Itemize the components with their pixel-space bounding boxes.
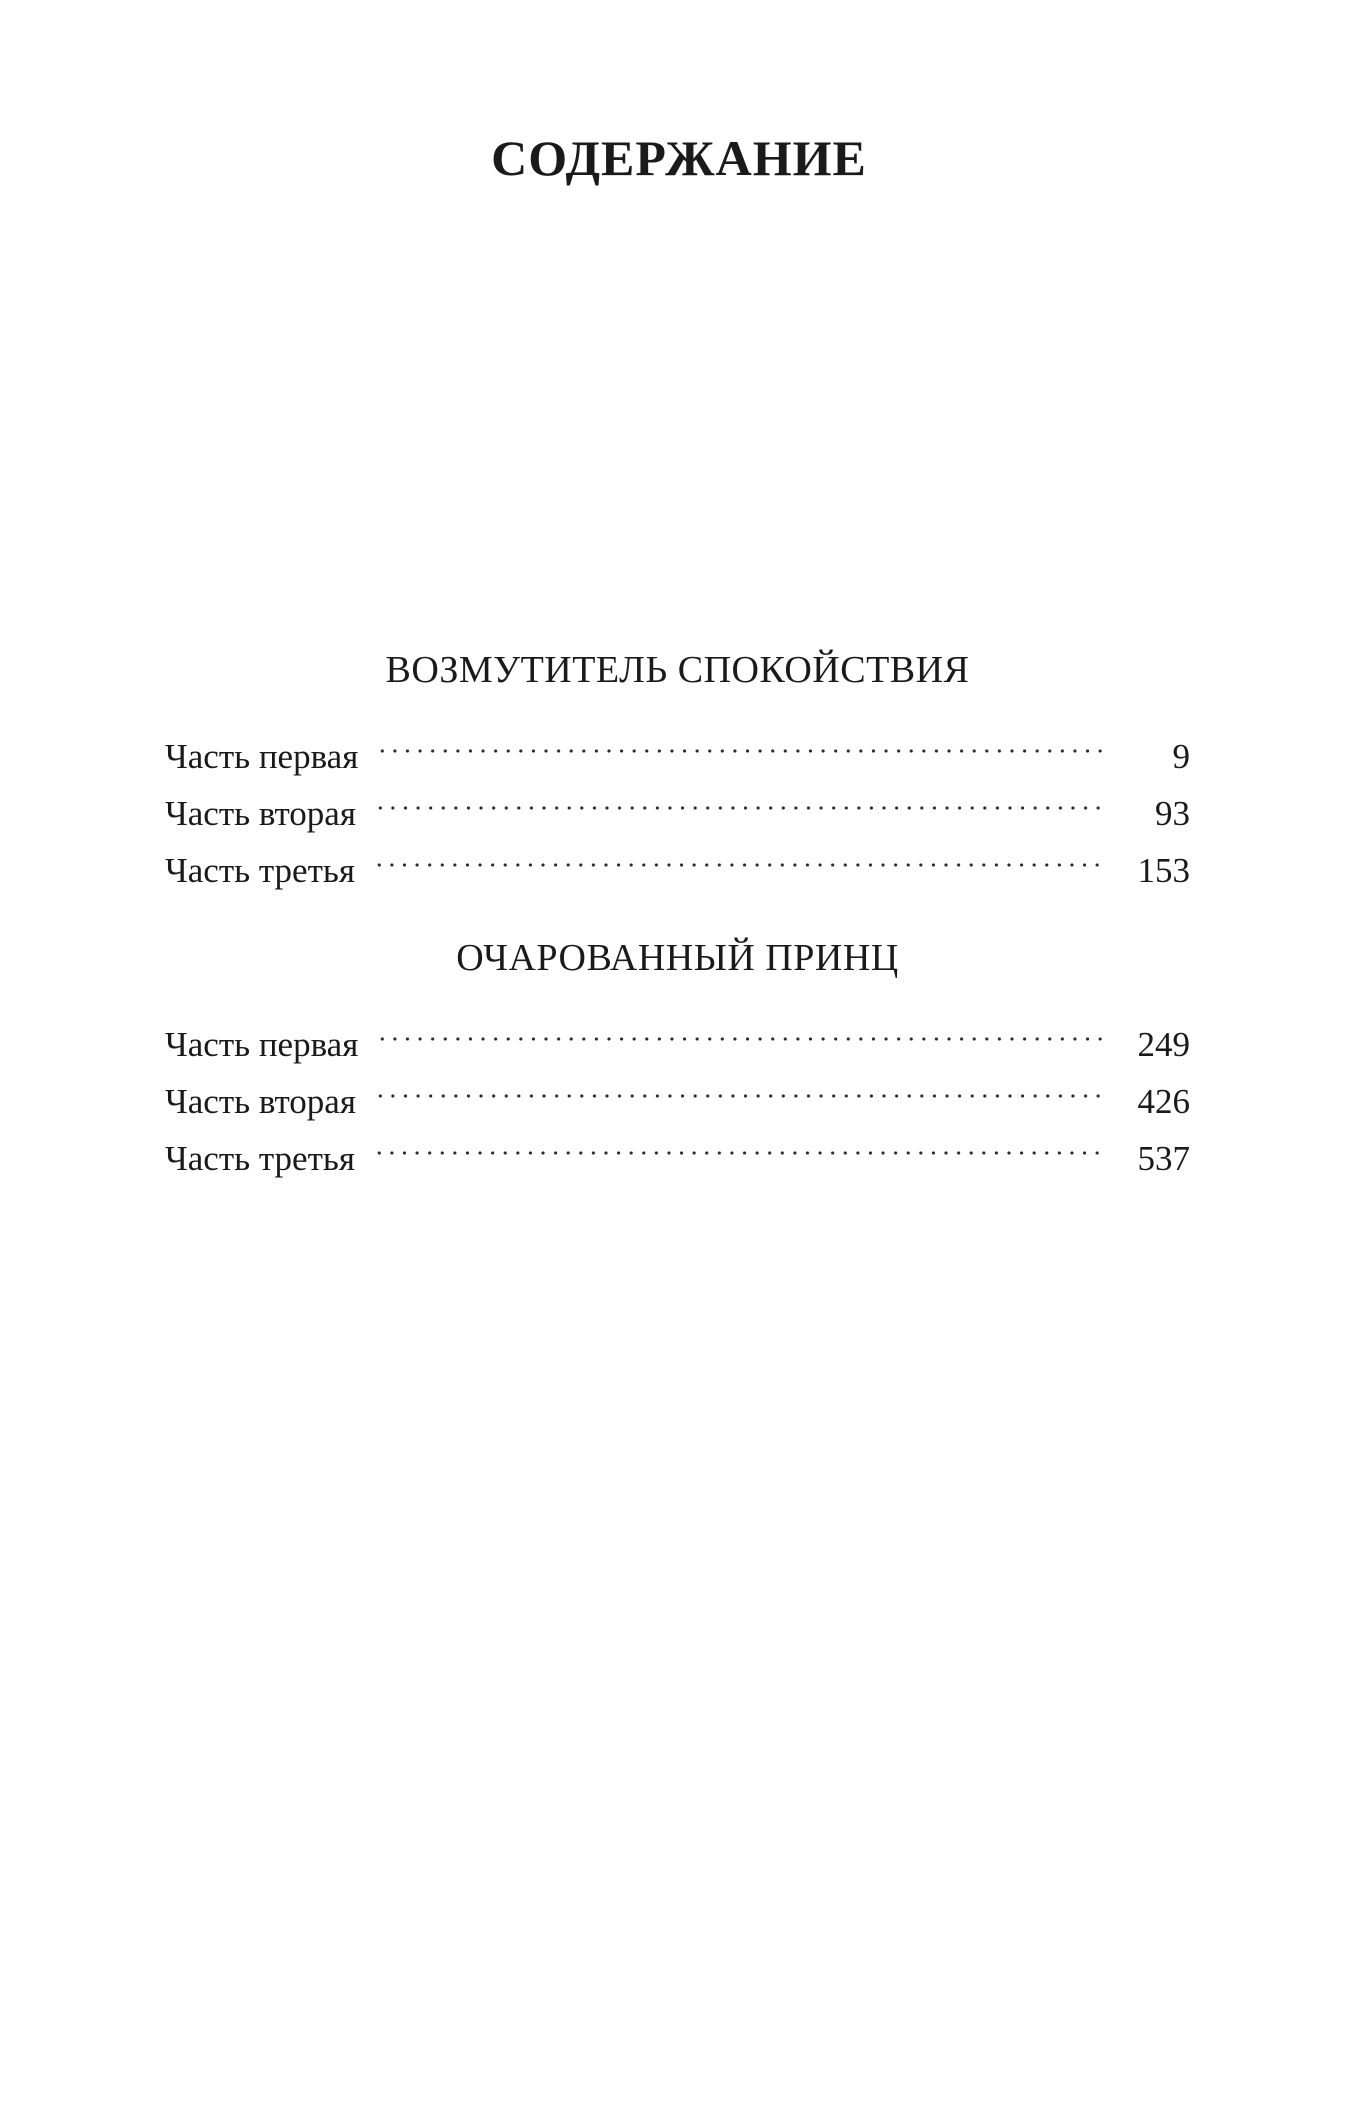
toc-entry[interactable] — [165, 999, 1190, 1064]
toc-section-ocharovanny-prints — [165, 930, 1190, 1178]
toc-entry-page-number: 9 — [1172, 737, 1190, 776]
toc-entry-page-number: 426 — [1137, 1082, 1190, 1121]
toc-section-vozmutitel — [165, 642, 1190, 890]
toc-entry-page-number: 153 — [1137, 851, 1190, 890]
dot-leader — [373, 825, 1105, 882]
toc-entry-label: Часть третья — [165, 1139, 355, 1178]
toc-entry-label: Часть вторая — [165, 794, 356, 833]
book-title: ОЧАРОВАННЫЙ ПРИНЦ — [456, 937, 899, 979]
dot-leader — [376, 999, 1105, 1056]
dot-leader — [374, 1056, 1105, 1113]
dot-leader — [373, 1113, 1105, 1170]
toc-entry-page-number: 537 — [1137, 1139, 1190, 1178]
toc-entry-page-number: 93 — [1155, 794, 1190, 833]
toc-entry-label: Часть вторая — [165, 1082, 356, 1121]
dot-leader — [376, 711, 1105, 768]
toc-entry-label: Часть третья — [165, 851, 355, 890]
toc-entry-label: Часть первая — [165, 1025, 359, 1064]
page-title: СОДЕРЖАНИЕ — [491, 130, 867, 186]
toc-entry[interactable] — [165, 711, 1190, 776]
book-title: ВОЗМУТИТЕЛЬ СПОКОЙСТВИЯ — [385, 649, 970, 691]
dot-leader — [374, 768, 1105, 825]
toc-entry-label: Часть первая — [165, 737, 359, 776]
toc-entry-page-number: 249 — [1137, 1025, 1190, 1064]
